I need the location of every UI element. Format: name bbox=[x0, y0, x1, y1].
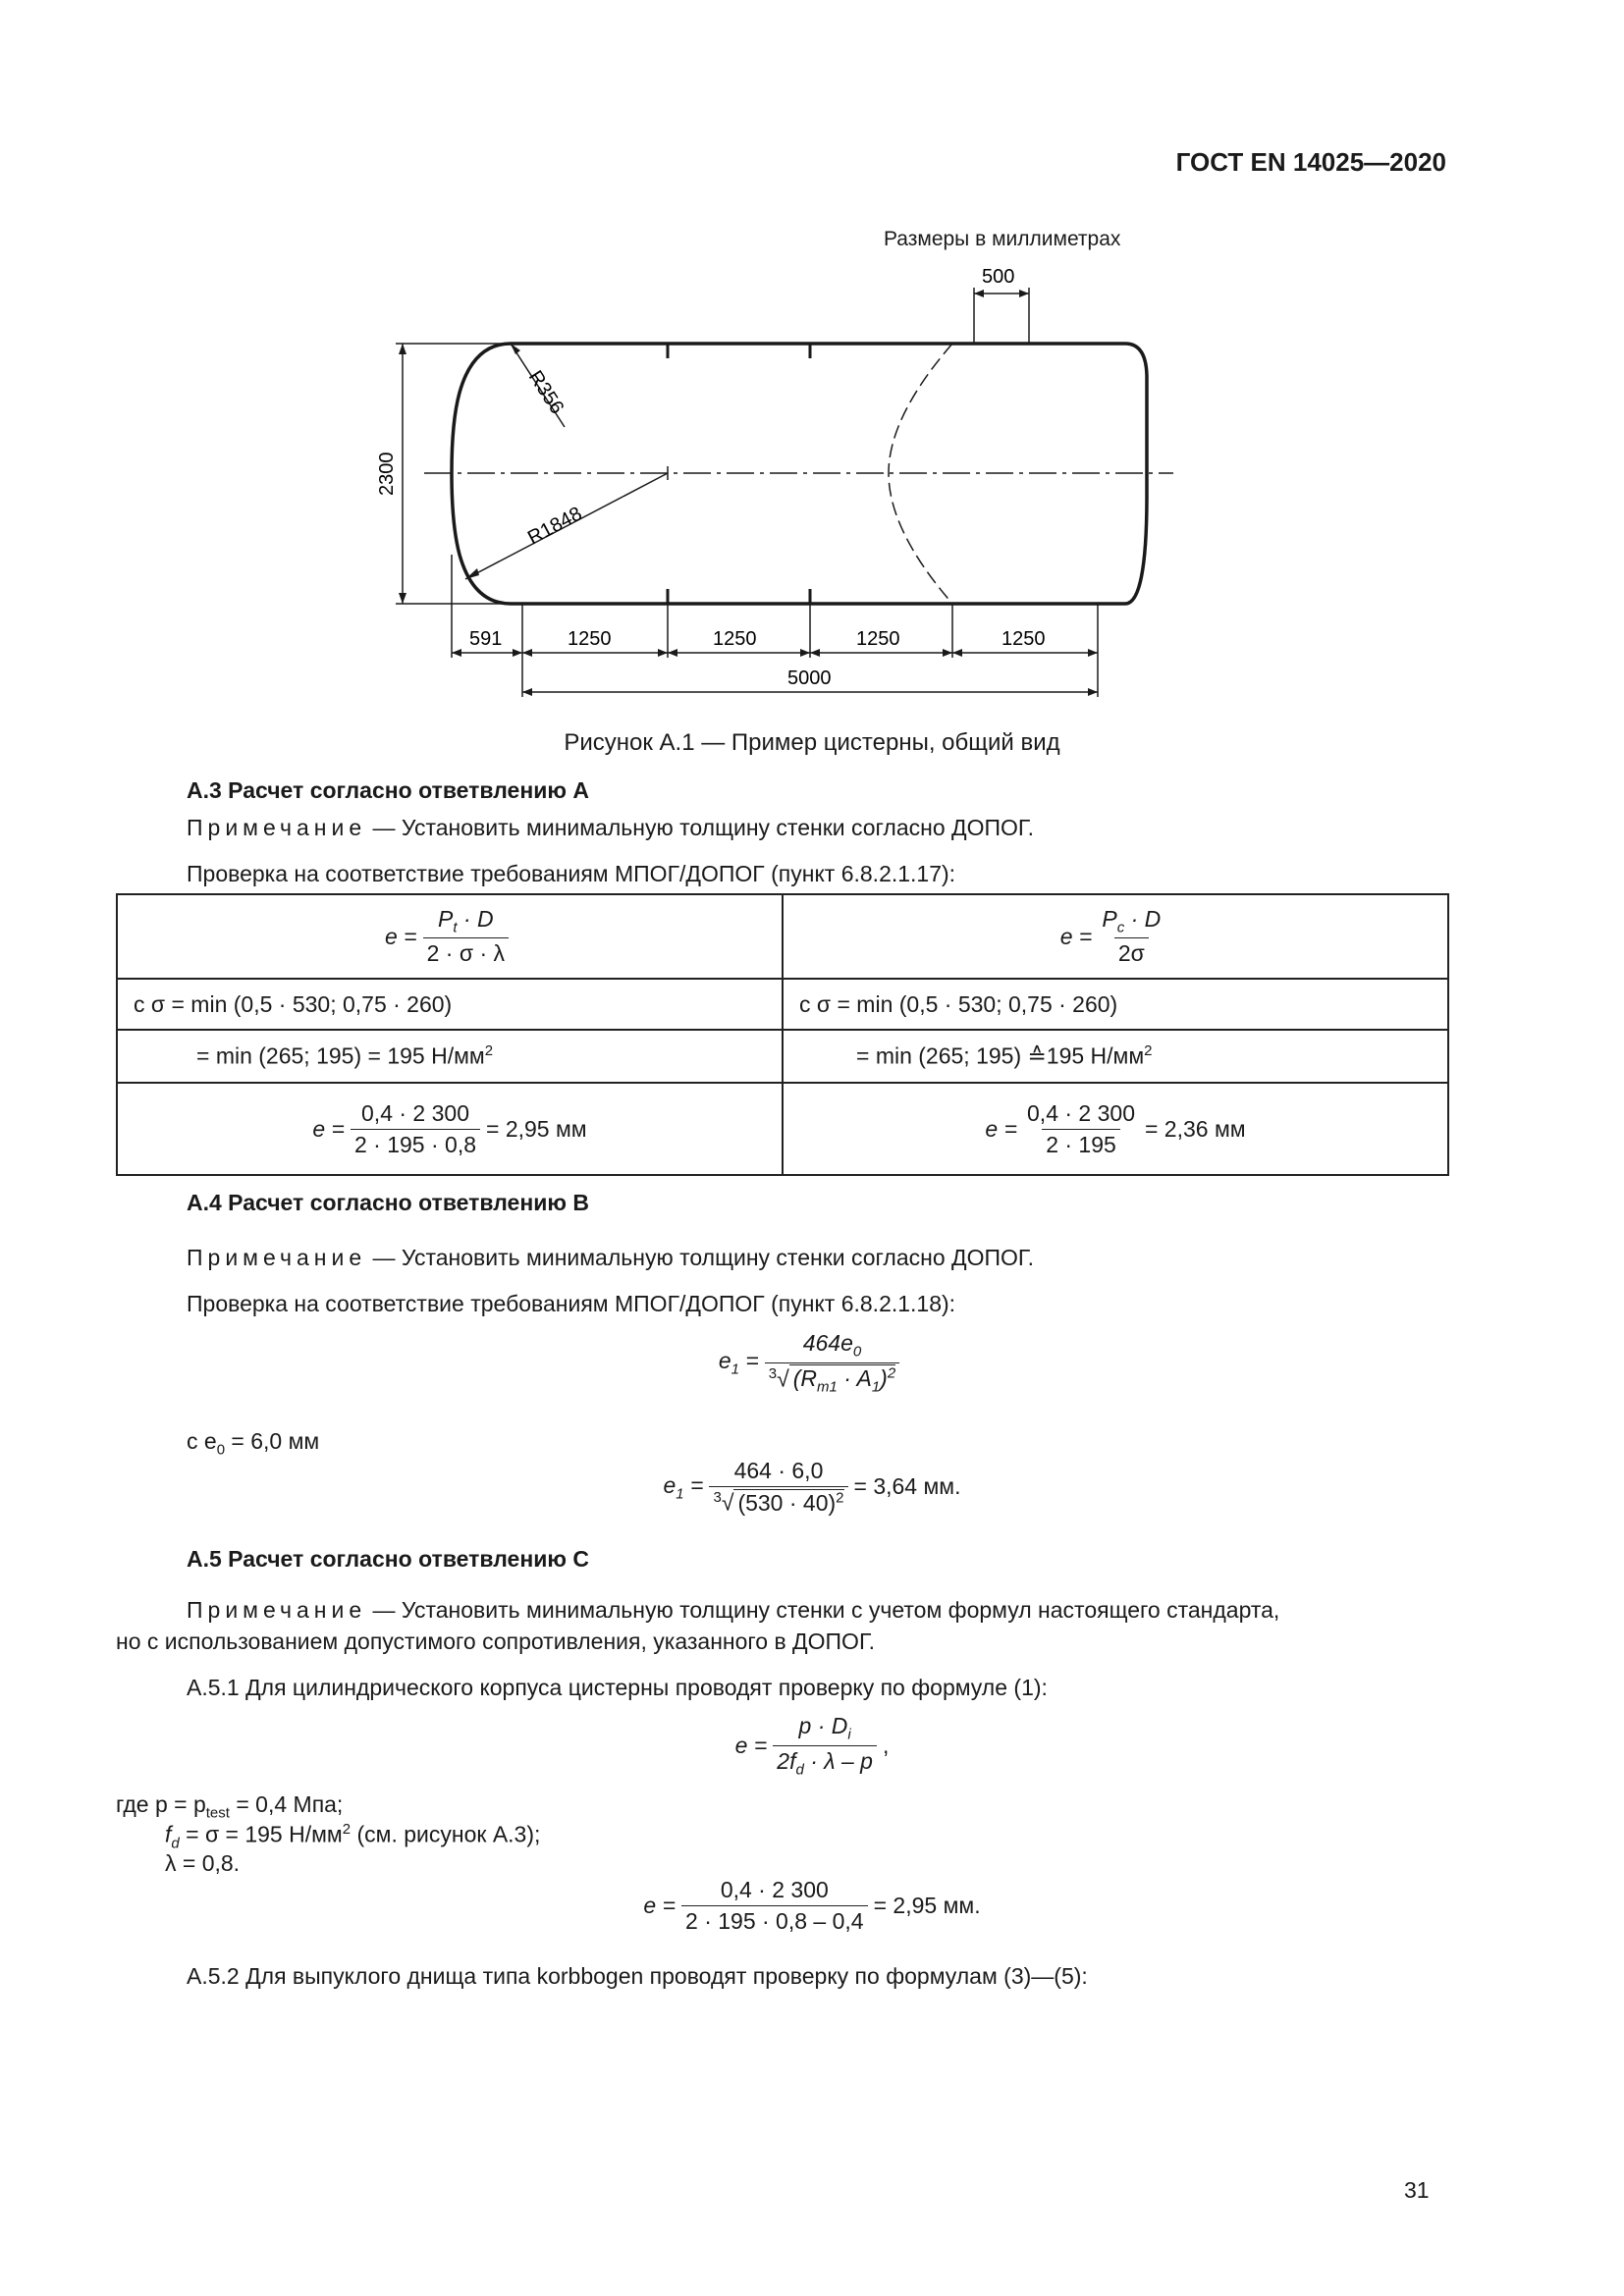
r1848-label: R1848 bbox=[524, 503, 586, 550]
cell-sigma-left: с σ = min (0,5 · 530; 0,75 · 260) bbox=[117, 979, 783, 1030]
dim-2300: 2300 bbox=[376, 452, 398, 496]
note-text: — Установить минимальную толщину стенки согласно ДОПОГ. bbox=[366, 815, 1034, 840]
units-note: Размеры в миллиметрах bbox=[884, 228, 1121, 250]
section-a4-heading: А.4 Расчет согласно ответвлению В bbox=[187, 1190, 590, 1215]
section-a3-note bbox=[187, 815, 1034, 841]
cell-formula-left: e = $\frac{P_t \cdot D}{2 \cdot \sigma \cdot \lambda}$ bbox=[117, 894, 783, 979]
note-label: Примечание bbox=[187, 815, 367, 840]
where-fd: $f_d = \sigma = 195$ $Н/мм^2$ (см. рисунок А.3); bbox=[165, 1821, 541, 1852]
section-a5-note-cont: но с использованием допустимого сопротивления, указанного в ДОПОГ. bbox=[116, 1629, 875, 1654]
dim-500: 500 bbox=[982, 266, 1015, 288]
formula-cylinder-result: e = $\frac{0,4 \cdot 2 300}{2 \cdot 195 \cdot 0,8 - 0,4}$ = 2,95 мм. bbox=[643, 1877, 981, 1934]
page-number: 31 bbox=[1404, 2177, 1430, 2203]
figure-caption: Рисунок А.1 — Пример цистерны, общий вид bbox=[564, 729, 1060, 756]
section-a5-note: Примечание — Установить минимальную толщину стенки с учетом формул настоящего стандарта, bbox=[187, 1597, 1280, 1623]
given-e0: с $e_0 = 6,0$ мм bbox=[187, 1428, 320, 1459]
tank-drawing bbox=[363, 260, 1208, 712]
section-a3-check: Проверка на соответствие требованиям МПОГ/ДОПОГ (пункт 6.8.2.1.17): bbox=[187, 861, 956, 886]
section-a4-check: Проверка на соответствие требованиям МПОГ/ДОПОГ (пункт 6.8.2.1.18): bbox=[187, 1291, 956, 1316]
cell-min-right: = min (265; 195) ≙195 $Н/мм^2$ bbox=[783, 1030, 1448, 1083]
para-a51: А.5.1 Для цилиндрического корпуса цистерны проводят проверку по формуле (1): bbox=[187, 1675, 1048, 1700]
dim-1250-d: 1250 bbox=[1001, 628, 1046, 650]
dim-1250-b: 1250 bbox=[713, 628, 757, 650]
cell-sigma-right: с σ = min (0,5 · 530; 0,75 · 260) bbox=[783, 979, 1448, 1030]
section-a5-heading: А.5 Расчет согласно ответвлению С bbox=[187, 1546, 590, 1572]
para-a52: А.5.2 Для выпуклого днища типа korbbogen проводят проверку по формулам (3)—(5): bbox=[187, 1963, 1088, 1989]
cell-formula-right: e = $\frac{P_c \cdot D}{2\sigma}$ bbox=[783, 894, 1448, 979]
cell-min-left: = min (265; 195) = 195 $Н/мм^2$ bbox=[117, 1030, 783, 1083]
section-a3-heading: А.3 Расчет согласно ответвлению А bbox=[187, 777, 590, 803]
r356-label: R356 bbox=[523, 366, 568, 418]
dim-5000: 5000 bbox=[787, 667, 832, 689]
formula-e1-general: $e_1$ = $\frac{464e_0}{^3√ (R_{m1} \cdot A_1)^2}$ bbox=[0, 1330, 1624, 1396]
document-id: ГОСТ EN 14025—2020 bbox=[1175, 147, 1446, 177]
dim-1250-c: 1250 bbox=[856, 628, 900, 650]
section-a4-note: Примечание — Установить минимальную толщину стенки согласно ДОПОГ. bbox=[187, 1245, 1034, 1270]
where-lambda: λ = 0,8. bbox=[165, 1850, 241, 1876]
formula-cylinder: e = $\frac{p \cdot D_i}{2f_d \cdot \lambda - p}$ , bbox=[734, 1713, 890, 1779]
dim-1250-a: 1250 bbox=[568, 628, 612, 650]
cell-result-right: e = $\frac{0,4 \cdot 2 300}{2 \cdot 195}$ = 2,36 мм bbox=[783, 1083, 1448, 1175]
calculation-table bbox=[116, 893, 1449, 1176]
dim-591: 591 bbox=[469, 628, 503, 650]
formula-e1-result: $e_1$ = $\frac{464 \cdot 6,0}{^3√ (530 \cdot 40)^2}$ = 3,64 мм. bbox=[663, 1458, 961, 1516]
cell-result-left: e = $\frac{0,4 \cdot 2 300}{2 \cdot 195 \cdot 0,8}$ = 2,95 мм bbox=[117, 1083, 783, 1175]
where-p: где $p = p_{test} = 0,4$ Мпа; bbox=[116, 1791, 344, 1822]
